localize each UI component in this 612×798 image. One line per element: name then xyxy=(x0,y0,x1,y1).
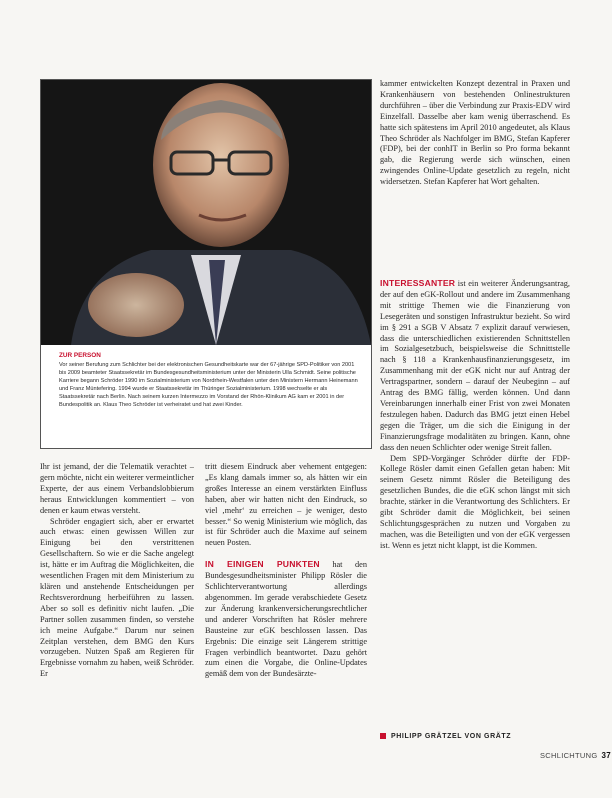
section-name: SCHLICHTUNG xyxy=(540,751,598,760)
paragraph-with-subhead xyxy=(205,559,367,680)
paragraph: Schröder engagiert sich, aber er erwartet auch etwas: einen gewissen Willen zur Einigung bei den verstrittenen Gesellschaftern. So wie er die Sache angelegt ist, hätte er im Auftrag die Möglichkeiten, die wesentlichen Fragen mit dem Ministerium zu klären und anstehende Entscheidungen per Rechtsverordnung herbeiführen zu lassen. Aber so soll es definitiv nicht laufen. „Die Partner sollen zusammen finden, so verstehe ich meine Aufgabe.“ Darum nur seinen Zeitplan verstehen, dem BMG den Kurs vorzugeben. Nutzen Spaß am Regieren für Ergebnisse vornahm zu haben, weiß Schröder. Er xyxy=(40,516,194,679)
paragraph: tritt diesem Eindruck aber vehement entgegen: „Es klang damals immer so, als hätten wir ein großes Interesse an einem verstärkten Einfluss haben, aber wir hatten nicht den Eindruck, so viel ‚mehr‘ zu erreichen – je weniger, desto besser.“ So wenig Ministerium wie möglich, das ist für Schröder auch die Maxime auf seinem neuen Posten. xyxy=(205,462,367,548)
column-right xyxy=(380,278,570,726)
paragraph: Dem SPD-Vorgänger Schröder dürfte der FDP-Kollege Rösler damit einen Gefallen getan haben: Mit seinem Gesetz nimmt Rösler die Beteiligung des gesetzlichen Bundes, die die eGK schon längst mit sich brachte, stärker in die Verantwortung des Schlichters. Er gibt Schröder damit die Möglichkeit, bei seinen Schlichtungsgesprächen zu nutzen und Vorgaben zu machen, was die Beteiligten und von der eGK vergessen ist. Wenn es jetzt nicht klappt, ist die Kommen. xyxy=(380,453,570,550)
square-bullet-icon xyxy=(380,733,386,739)
photo-caption xyxy=(59,352,359,409)
paragraph: Ihr ist jemand, der die Telematik verachtet – gern möchte, nicht ein weiterer vermeintlicher Experte, der aus einem Verbandslobbierum heraus Entwicklungen kommentiert – von denen er kaum etwas versteht. xyxy=(40,462,194,515)
paragraph: kammer entwickelten Konzept dezentral in Praxen und Krankenhäusern von bestehenden Onlinestrukturen durchführen – über die Verbindung zur Praxis-EDV wird Einzelfall. Dasselbe aber kam wenig überraschend. Es hatte sich spätestens im April 2010 angedeutet, als Klaus Theo Schröder als Nachfolger im BMG, Stefan Kapferer (FDP), bei der conhIT in Berlin so Pro forma bekannt gab, die Regierung werde sich wünschen, einen zwingendes Online-Update gesetzlich zu regeln, nicht widersetzen. Stefan Kapferer hat Wort gehalten. xyxy=(380,79,570,187)
lead-in: INTERESSANTER xyxy=(380,278,456,288)
subhead: IN EINIGEN PUNKTEN xyxy=(205,559,320,570)
author-name: PHILIPP GRÄTZEL VON GRÄTZ xyxy=(391,733,512,740)
author-byline xyxy=(380,733,511,740)
paragraph-with-lead xyxy=(380,278,570,454)
caption-text: Vor seiner Berufung zum Schlichter bei der elektronischen Gesundheitskarte war der 67-jährige SPD-Politiker von 2001 bis 2009 beamteter Staatssekretär im Bundesgesundheitsministerium unter der Ministerin Ulla Schmidt. Seine politische Karriere begann Schröder 1990 im Sozialministerium von Nordrhein-Westfalen unter den Ministern Hermann Heinemann und Franz Müntefering. 1994 wurde er Staatssekretär im Thüringer Sozialministerium. 1998 wechselte er als Staatssekretär nach Berlin. Nach seinem kurzen Intermezzo im Vorstand der Rhön-Klinikum AG kam er 2001 in der Bundespolitik an. Klaus Theo Schröder ist verheiratet und hat zwei Kinder. xyxy=(59,362,358,408)
paragraph-text: hat den Bundesgesundheitsminister Philipp Rösler die Schlichterverantwortung allerdings abgenommen. Im gerade verabschiedete Gesetz zur Änderung krankenversicherungsrechtlicher und anderer Vorschriften hat Rösler mehrere Bausteine zur eGK beschlossen lassen. Das Ergebnis: Die einzige seit Längerem strittige Fragen verbindlich beantwortet. Dazu gehört zum einen die Vorgabe, die Online-Updates gemäß dem von der Bundesärzte- xyxy=(205,560,367,679)
paragraph-text: ist ein weiterer Änderungsantrag, der auf den eGK-Rollout und andere im Zusammenhang mit strittige Themen wie die Finanzierung von Lesegeräten und sonstigen Infrastruktur bezieht. So wird im § 291 a SGB V Absatz 7 explizit darauf verwiesen, dass die unterschiedlichen existierenden Schnittstellen im Sozialgesetzbuch, beispielsweise die Schnittstelle nach § 118 a Krankenhausfinanzierungsgesetz, im Zusammenhang mit der eGK nicht nur auf Antrag der Vertragspartner, sondern – darauf der Neubeginn – auf Antrag des BMG fällig, werden können. Und dann Vereinbarungen innerhalb einer Frist von zwei Monaten festzulegen haben. Dadurch das BMG jetzt einen Hebel gegen die Träger, um die sich die Einigung in der Finanzierungsfrage modalitäten zu bringen. Kann, ohne dass den neuen Schlichter oder wenige Streit fallen. xyxy=(380,279,570,452)
portrait-photo xyxy=(41,80,371,345)
column-right-top xyxy=(380,79,570,269)
portrait-illustration xyxy=(41,80,371,345)
caption-title: ZUR PERSON xyxy=(59,352,101,359)
column-middle xyxy=(205,462,367,752)
page-footer xyxy=(540,751,611,760)
photo-with-caption xyxy=(40,79,372,449)
column-left xyxy=(40,462,194,752)
page-number: 37 xyxy=(601,751,611,760)
